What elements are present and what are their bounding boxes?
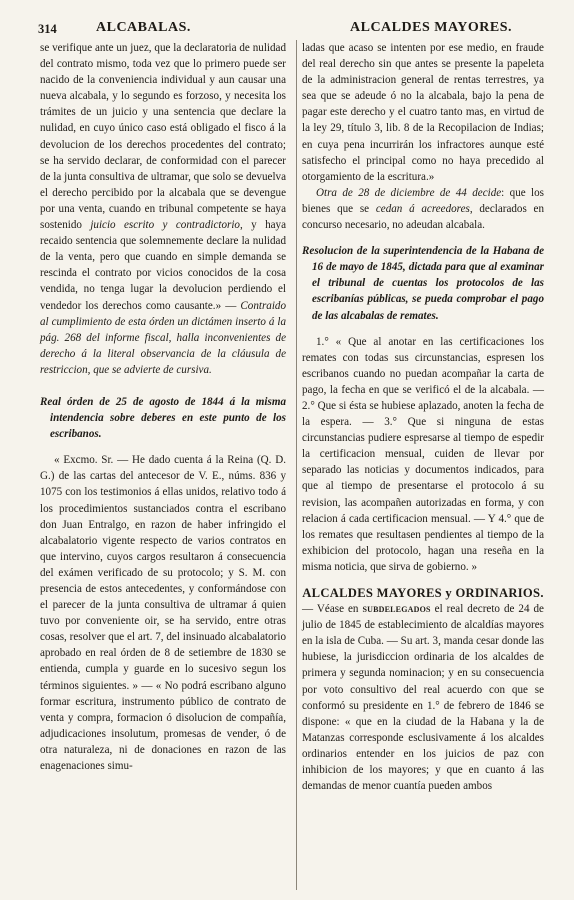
running-title-left: ALCABALAS. <box>96 20 191 35</box>
left-paragraph-1 <box>40 40 286 378</box>
right-para2-italic: Otra de 28 de diciembre de 44 decide <box>316 186 502 199</box>
right-paragraph-1: ladas que acaso se intenten por ese medio, en fraude del real derecho sin que antes se presente la papeleta de la administracion general de rentas terrestres, ya sea que se adeude ó no la alcabala, bajo la pena de pagar este derecho y el cuatro tanto mas, en virtud de la ley 29, título 3, lib. 8 de la Recopilacion de Indias; en cuya pena incurrirán los infractores aunque esté satisfecho el principal como no haya precedido al otorgamiento de la escritura.» <box>302 42 544 183</box>
right-paragraph-4 <box>302 601 544 794</box>
left-para1-cont: , y haya recaido sentencia que solemnemente declare la nulidad de la venta, pero que cuando en simple demanda se rescinda el contrato por vicios conocidos de la cosa vendida, no tenga lugar la devolucion perdiendo el vendedor los derechos como causante.» — <box>40 219 287 312</box>
running-title-right: ALCALDES MAYORES. <box>350 20 513 35</box>
right-para4-lead: — Véase en <box>302 603 363 616</box>
right-section-heading: Resolucion de la superintendencia de la Habana de 16 de mayo de 1845, dictada para que al examinar el tribunal de cuentas los protocolos de las escribanías públicas, se pueda comprobar el pago de las alcabalas de remates. <box>302 245 544 322</box>
right-para2-italic-2: cedan á acreedores <box>375 202 470 215</box>
left-para1-italic: juicio escrito y contradictorio <box>90 219 240 232</box>
left-para1-text: se verifique ante un juez, que la declaratoria de nulidad del contrato mismo, toda vez que lo primero puede ser nacido de la conveniencia individual y aun causar una nueva alcabala, y lo segundo es forzoso, y necesita los trámites de un juicio y una sentencia que declare la nulidad, en cuyo único caso está obligado el fisco á la devolucion de los derechos procedentes del contrato; se ha servido declarar, de conformidad con el parecer de la junta consultiva de ultramar, que solo se devuelva el derecho percibido por la alcabala que se devengue por una venta, cuando en tribunal competente se haya sostenido <box>40 42 286 232</box>
subdelegados-reference: subdelegados <box>362 603 431 616</box>
left-column <box>40 40 286 774</box>
left-para1-tail: Contraido al cumplimiento de esta órden un dictámen inserto á la pág. 268 del informe fiscal, halla inconvenientes de derecho á la literal observancia de la cláusula de restriccion, que se advierte de cursiva. <box>40 299 286 376</box>
right-para2-cont: , declarados en concurso necesario, no adeudan alcabala. <box>302 202 545 232</box>
column-divider <box>296 40 297 890</box>
page-header <box>0 20 574 42</box>
right-para4-text: el real decreto de 24 de julio de 1845 de establecimiento de alcaldías mayores en la isla de Cuba. — Su art. 3, manda cesar donde las hubiese, la jurisdiccion ordinaria de los alcaldes de primera y segunda nominacion; y en su consecuencia por voto consultivo del real acuerdo con que se conformó su presidente en 1.° de febrero de 1846 se dispone: « que en la ciudad de la Habana y la de Matanzas corresponde esclusivamente á los alcaldes ordinarios entender en los juicios de paz con inhibicion de los mayores; y que en cuanto á las demandas de menor cuantía pueden ambos <box>302 603 544 793</box>
left-section-heading: Real órden de 25 de agosto de 1844 á la misma intendencia sobre deberes en este punto de los escribanos. <box>40 395 286 441</box>
right-column <box>302 40 544 794</box>
right-paragraph-2 <box>302 185 544 233</box>
alcaldes-section-title: ALCALDES MAYORES y ORDINARIOS. <box>302 586 544 600</box>
right-para2-text: : que los bienes que se <box>302 186 544 215</box>
right-paragraph-3: 1.° « Que al anotar en las certificaciones los remates con todas sus circunstancias, espresen los escribanos cuando no puedan acompañar la carta de pago, la fecha en que se verificó el de la alcabala. — 2.° Que si ésta se hubiese aplazado, anoten la fecha de la espera. — 3.° Que si ninguna de estas circunstancias pudiere espresarse al tiempo de espedir la certificacion mensual, cuiden de llevar por separado las noticias y documentos indicados, para que al tiempo de presentarse el protocolo á su revision, las acompañen autorizadas en forma, y con relacion á cada certificacion mensual. — Y 4.° que de los remates que resultasen pendientes al tiempo de la exhibicion del protocolo, hagan una reseña en la misma noticia, que sirva de gobierno. » <box>302 335 544 573</box>
left-paragraph-2: « Excmo. Sr. — He dado cuenta á la Reina (Q. D. G.) de las cartas del antecesor de V. E., núms. 836 y 1075 con los testimonios á ellas unidos, relativo todo á los procedimientos sustanciados contra el escribano don Juan Entralgo, en razon de haber infringido el alcabalatorio vigente respecto de varios contratos en que intervino, cuyos cargos resultaron á consecuencia del exámen verificado de su protocolo; y S. M. con presencia de estos antecedentes, y conformándose con el parecer de la junta consultiva de ultramar á quien tuvo por conveniente oir, se ha servido, entre otras cosas, resolver que el art. 7, del insinuado alcabalatorio aprobado en real órden de 8 de setiembre de 1830 se entienda, cumpla y guarde en lo sucesivo segun los términos siguientes. » — « No podrá escribano alguno formar escritura, instrumento público de contrato de venta y compra, formacion ó disolucion de compañía, adjudicaciones insolutum, promesas de vender, ó de otra naturaleza, ni de donaciones en razon de las enagenaciones simu- <box>40 454 286 773</box>
page-number: 314 <box>38 22 57 36</box>
